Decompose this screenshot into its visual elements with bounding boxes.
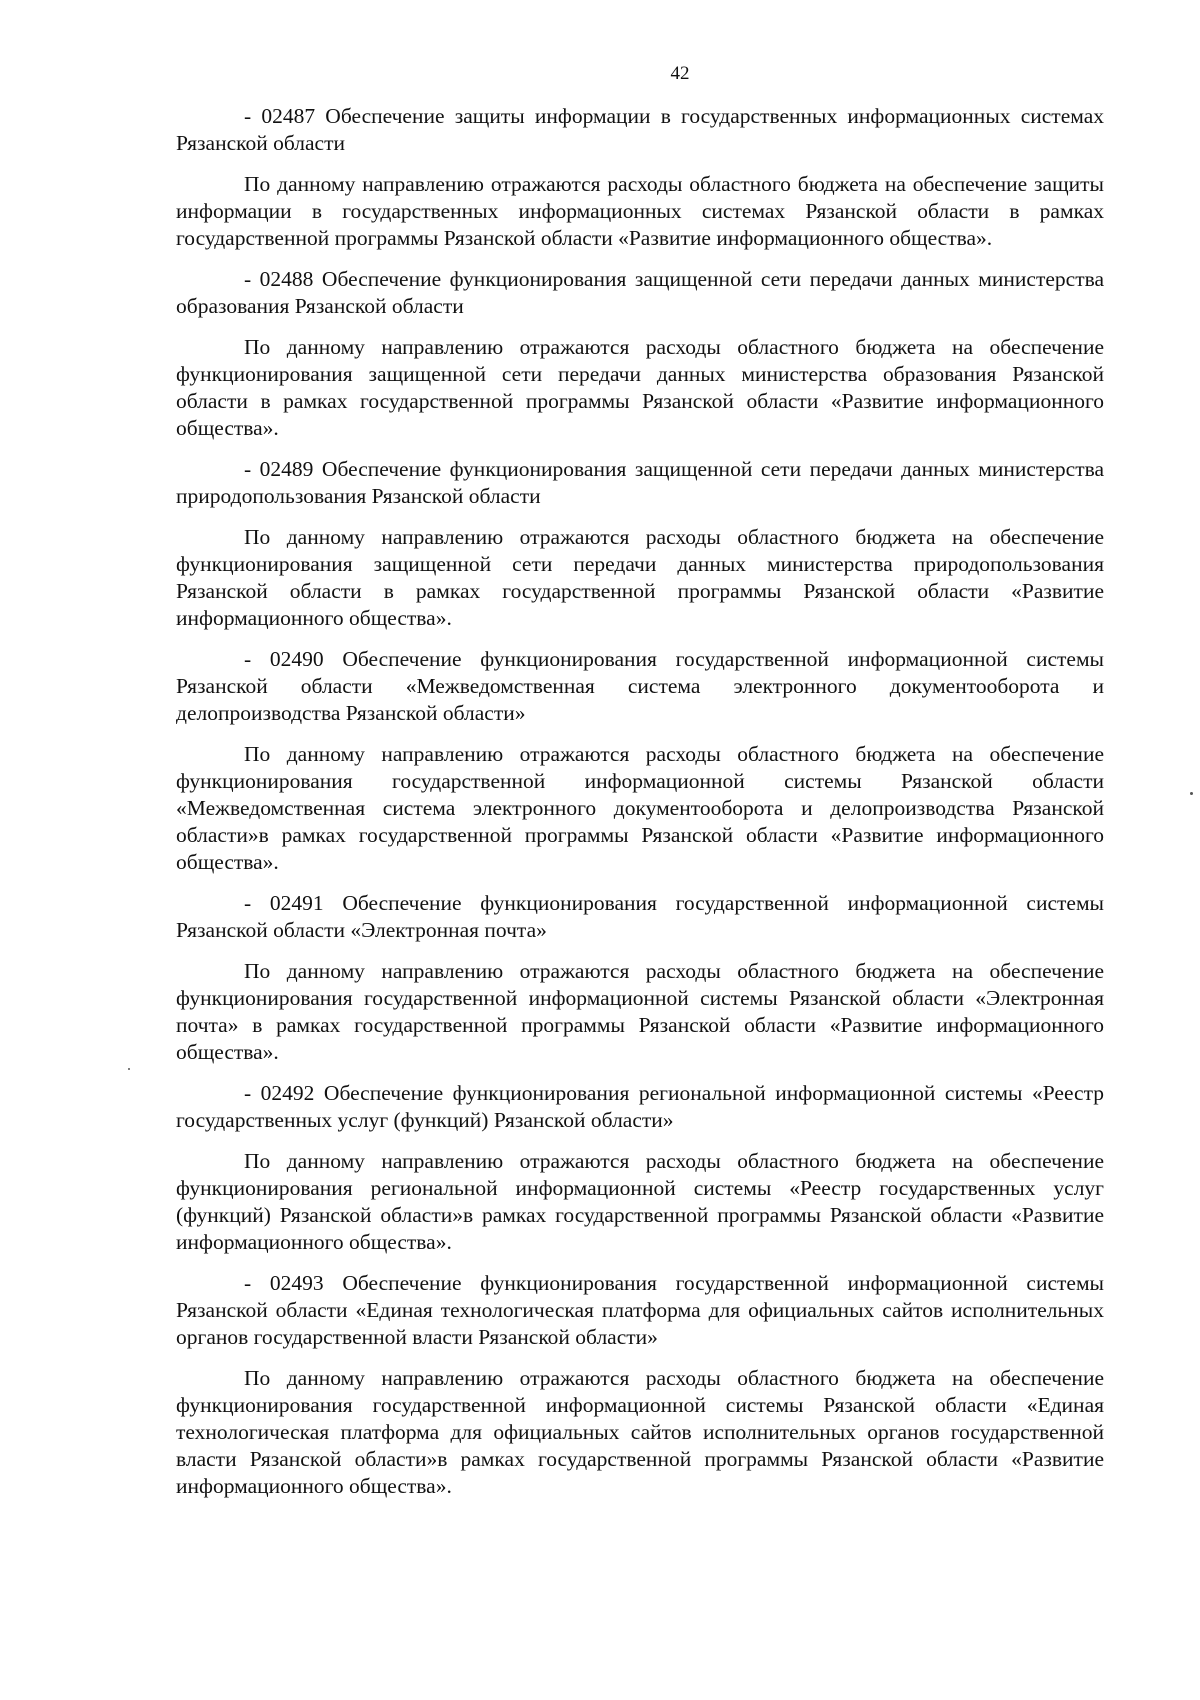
scan-speck xyxy=(128,1068,130,1070)
item-heading: - 02488 Обеспечение функционирования защищенной сети передачи данных министерства образования Рязанской области xyxy=(176,267,1104,318)
budget-item-02488 xyxy=(176,266,1104,442)
budget-item-02492 xyxy=(176,1080,1104,1256)
item-heading: - 02487 Обеспечение защиты информации в государственных информационных системах Рязанской области xyxy=(176,104,1104,155)
budget-item-02491 xyxy=(176,890,1104,1066)
item-heading: - 02489 Обеспечение функционирования защищенной сети передачи данных министерства природопользования Рязанской области xyxy=(176,457,1104,508)
item-heading: - 02491 Обеспечение функционирования государственной информационной системы Рязанской области «Электронная почта» xyxy=(176,891,1104,942)
item-heading: - 02493 Обеспечение функционирования государственной информационной системы Рязанской области «Единая технологическая платформа для официальных сайтов исполнительных органов государственной власти Рязанской области» xyxy=(176,1271,1104,1349)
item-heading: - 02492 Обеспечение функционирования региональной информационной системы «Реестр государственных услуг (функций) Рязанской области» xyxy=(176,1081,1104,1132)
budget-item-02489 xyxy=(176,456,1104,632)
item-description: По данному направлению отражаются расходы областного бюджета на обеспечение функционирования защищенной сети передачи данных министерства образования Рязанской области в рамках государственной программы Рязанской области «Развитие информационного общества». xyxy=(176,335,1104,440)
item-description: По данному направлению отражаются расходы областного бюджета на обеспечение функционирования государственной информационной системы Рязанской области «Электронная почта» в рамках государственной программы Рязанской области «Развитие информационного общества». xyxy=(176,959,1104,1064)
item-description: По данному направлению отражаются расходы областного бюджета на обеспечение защиты информации в государственных информационных системах Рязанской области в рамках государственной программы Рязанской области «Развитие информационного общества». xyxy=(176,172,1104,250)
item-description: По данному направлению отражаются расходы областного бюджета на обеспечение функционирования государственной информационной системы Рязанской области «Межведомственная система электронного документооборота и делопроизводства Рязанской области»в рамках государственной программы Рязанской области «Развитие информационного общества». xyxy=(176,742,1104,874)
item-description: По данному направлению отражаются расходы областного бюджета на обеспечение функционирования региональной информационной системы «Реестр государственных услуг (функций) Рязанской области»в рамках государственной программы Рязанской области «Развитие информационного общества». xyxy=(176,1149,1104,1254)
page-number: 42 xyxy=(670,63,690,84)
item-description: По данному направлению отражаются расходы областного бюджета на обеспечение функционирования защищенной сети передачи данных министерства природопользования Рязанской области в рамках государственной программы Рязанской области «Развитие информационного общества». xyxy=(176,525,1104,630)
budget-item-02490 xyxy=(176,646,1104,876)
budget-item-02487 xyxy=(176,103,1104,252)
scan-speck xyxy=(1190,792,1193,795)
item-heading: - 02490 Обеспечение функционирования государственной информационной системы Рязанской области «Межведомственная система электронного документооборота и делопроизводства Рязанской области» xyxy=(176,647,1104,725)
budget-item-02493 xyxy=(176,1270,1104,1500)
item-description: По данному направлению отражаются расходы областного бюджета на обеспечение функционирования государственной информационной системы Рязанской области «Единая технологическая платформа для официальных сайтов исполнительных органов государственной власти Рязанской области»в рамках государственной программы Рязанской области «Развитие информационного общества». xyxy=(176,1366,1104,1498)
